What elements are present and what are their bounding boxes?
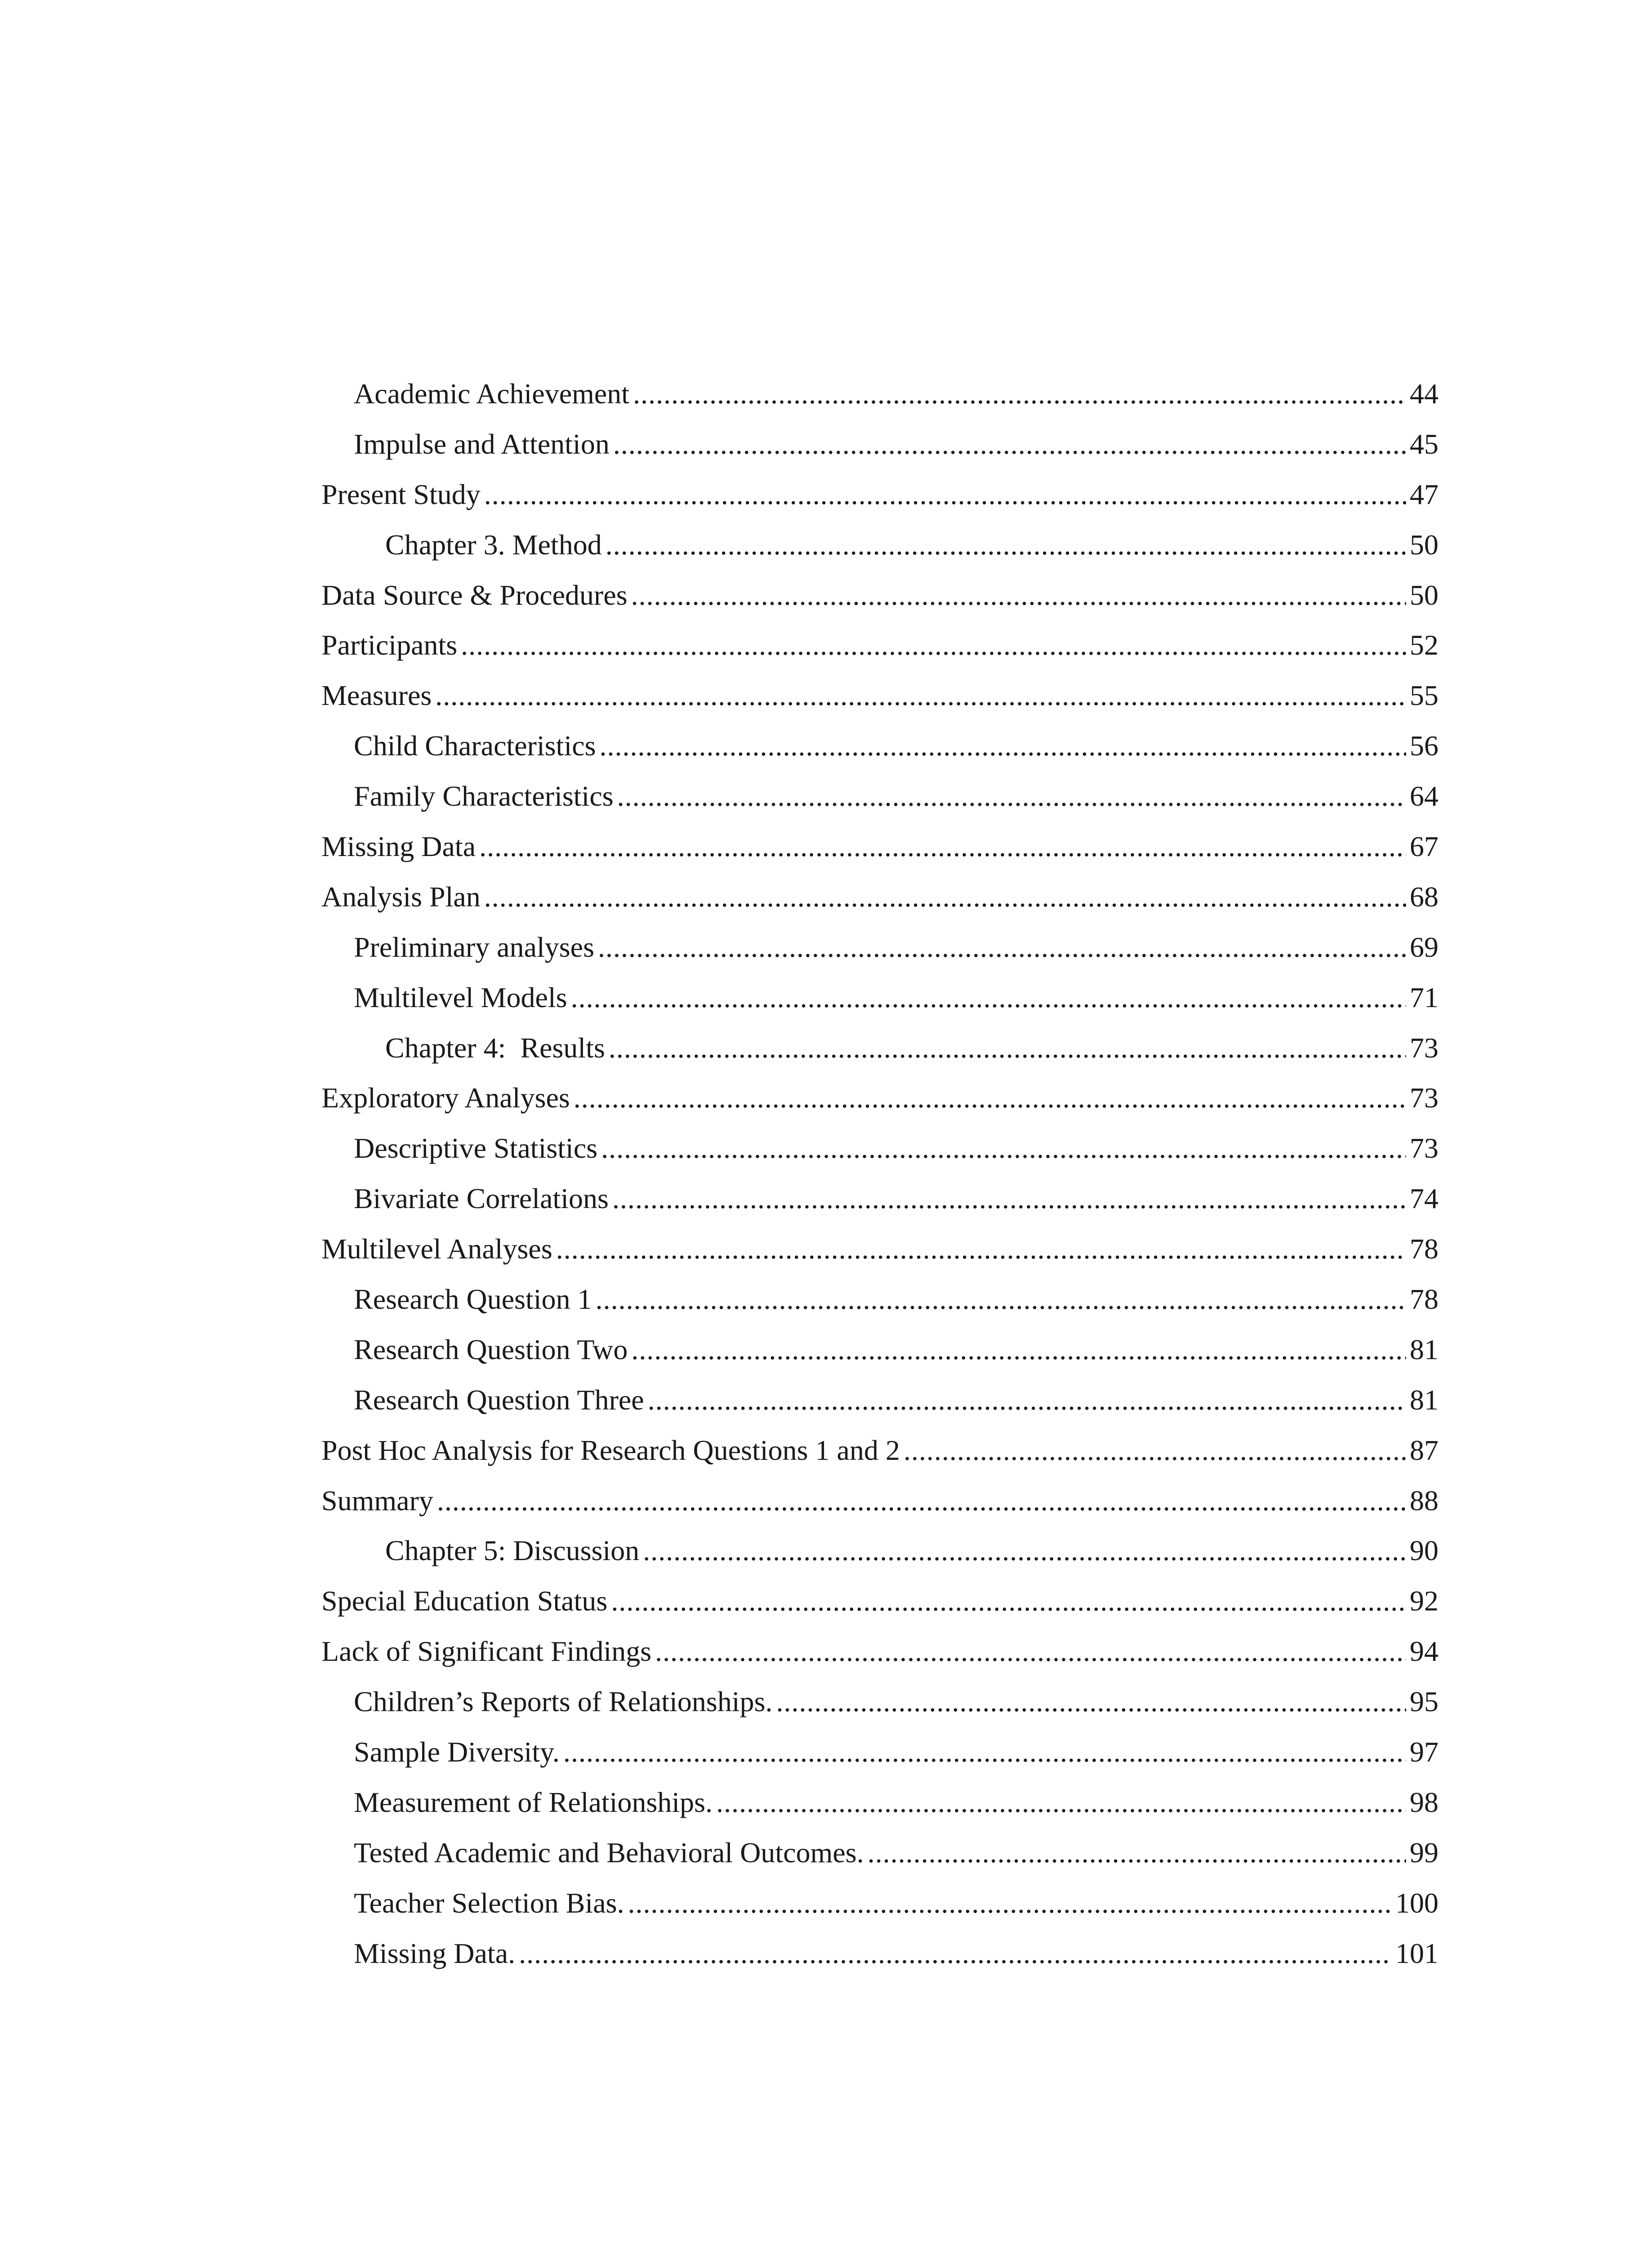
- toc-page-number: 99: [1410, 1836, 1438, 1869]
- toc-entry[interactable]: [321, 1677, 1438, 1727]
- toc-dot-leader: [716, 1777, 1406, 1828]
- toc-dot-leader: [648, 1375, 1406, 1425]
- toc-dot-leader: [617, 771, 1406, 821]
- toc-dot-leader: [611, 1576, 1406, 1626]
- toc-page-number: 50: [1410, 528, 1438, 561]
- toc-entry[interactable]: [321, 369, 1438, 419]
- toc-entry[interactable]: [321, 1576, 1438, 1626]
- toc-dot-leader: [601, 1123, 1406, 1173]
- toc-entry-title: Preliminary analyses: [354, 931, 594, 963]
- toc-entry-title: Present Study: [321, 478, 481, 510]
- toc-entry-title: Missing Data: [321, 830, 476, 863]
- toc-dot-leader: [868, 1828, 1406, 1878]
- toc-page-number: 101: [1395, 1937, 1438, 1969]
- toc-page-number: 78: [1410, 1283, 1438, 1316]
- toc-entry-title: Post Hoc Analysis for Research Questions 1 and 2: [321, 1434, 900, 1466]
- toc-entry-title: Descriptive Statistics: [354, 1132, 598, 1164]
- toc-entry-title: Missing Data.: [354, 1937, 516, 1969]
- toc-entry-title: Research Question Three: [354, 1383, 644, 1416]
- toc-dot-leader: [631, 1325, 1406, 1375]
- toc-entry[interactable]: [321, 1023, 1438, 1073]
- toc-entry[interactable]: [321, 1325, 1438, 1375]
- toc-dot-leader: [776, 1677, 1407, 1727]
- toc-page-number: 73: [1410, 1132, 1438, 1164]
- toc-entry-title: Family Characteristics: [354, 780, 614, 812]
- toc-entry-title: Multilevel Analyses: [321, 1233, 552, 1265]
- toc-dot-leader: [600, 721, 1406, 771]
- toc-page-number: 87: [1410, 1434, 1438, 1466]
- toc-entry-title: Children’s Reports of Relationships.: [354, 1686, 773, 1718]
- toc-page-number: 95: [1410, 1686, 1438, 1718]
- toc-entry[interactable]: [321, 419, 1438, 469]
- toc-entry-title: Multilevel Models: [354, 981, 567, 1013]
- toc-dot-leader: [563, 1727, 1406, 1777]
- toc-page-number: 88: [1410, 1484, 1438, 1517]
- toc-dot-leader: [484, 469, 1406, 520]
- toc-page-number: 44: [1410, 378, 1438, 410]
- toc-dot-leader: [628, 1878, 1392, 1928]
- toc-entry-title: Impulse and Attention: [354, 428, 610, 460]
- toc-dot-leader: [484, 872, 1406, 922]
- toc-page-number: 45: [1410, 428, 1438, 460]
- toc-entry-title: Lack of Significant Findings: [321, 1635, 652, 1668]
- toc-entry[interactable]: [321, 1476, 1438, 1526]
- toc-entry[interactable]: [321, 469, 1438, 520]
- toc-entry[interactable]: [321, 1727, 1438, 1777]
- toc-page-number: 74: [1410, 1182, 1438, 1215]
- toc-entry-title: Research Question Two: [354, 1333, 628, 1365]
- toc-dot-leader: [596, 1274, 1406, 1325]
- toc-dot-leader: [606, 520, 1406, 570]
- toc-entry[interactable]: [321, 1123, 1438, 1173]
- toc-dot-leader: [598, 922, 1406, 972]
- toc-page-number: 55: [1410, 679, 1438, 712]
- toc-dot-leader: [556, 1224, 1406, 1274]
- toc-entry-title: Participants: [321, 629, 458, 661]
- toc-dot-leader: [633, 369, 1406, 419]
- toc-page-number: 90: [1410, 1534, 1438, 1567]
- toc-entry-title: Chapter 4: Results: [385, 1031, 605, 1064]
- toc-page-number: 71: [1410, 981, 1438, 1013]
- toc-entry-title: Analysis Plan: [321, 880, 481, 913]
- toc-page-number: 81: [1410, 1383, 1438, 1416]
- toc-dot-leader: [435, 670, 1406, 721]
- toc-entry[interactable]: [321, 1828, 1438, 1878]
- toc-dot-leader: [631, 570, 1406, 620]
- toc-entry[interactable]: [321, 1375, 1438, 1425]
- toc-entry[interactable]: [321, 570, 1438, 620]
- toc-dot-leader: [613, 419, 1406, 469]
- toc-entry[interactable]: [321, 821, 1438, 872]
- toc-entry[interactable]: [321, 1274, 1438, 1325]
- toc-entry-title: Measures: [321, 679, 432, 712]
- toc-page-number: 92: [1410, 1585, 1438, 1617]
- toc-page-number: 78: [1410, 1233, 1438, 1265]
- toc-entry-title: Academic Achievement: [354, 378, 630, 410]
- toc-entry[interactable]: [321, 1224, 1438, 1274]
- toc-entry-title: Chapter 5: Discussion: [385, 1534, 640, 1567]
- toc-page-number: 52: [1410, 629, 1438, 661]
- toc-dot-leader: [643, 1525, 1406, 1576]
- toc-page-number: 64: [1410, 780, 1438, 812]
- toc-page-number: 94: [1410, 1635, 1438, 1668]
- toc-entry[interactable]: [321, 1928, 1438, 1979]
- toc-entry[interactable]: [321, 1173, 1438, 1224]
- toc-page-number: 68: [1410, 880, 1438, 913]
- toc-page-number: 67: [1410, 830, 1438, 863]
- toc-page-number: 47: [1410, 478, 1438, 510]
- toc-entry[interactable]: [321, 620, 1438, 670]
- toc-dot-leader: [479, 821, 1406, 872]
- toc-entry-title: Data Source & Procedures: [321, 579, 628, 611]
- toc-page-number: 69: [1410, 931, 1438, 963]
- toc-page-number: 56: [1410, 730, 1438, 762]
- toc-entry[interactable]: [321, 922, 1438, 972]
- toc-entry[interactable]: [321, 1425, 1438, 1476]
- toc-entry[interactable]: [321, 972, 1438, 1023]
- toc-dot-leader: [655, 1626, 1406, 1677]
- toc-entry-title: Sample Diversity.: [354, 1736, 560, 1768]
- toc-dot-leader: [437, 1476, 1406, 1526]
- toc-entry-title: Measurement of Relationships.: [354, 1786, 713, 1818]
- toc-entry[interactable]: [321, 670, 1438, 721]
- toc-dot-leader: [461, 620, 1406, 670]
- toc-entry-title: Summary: [321, 1484, 433, 1517]
- toc-dot-leader: [571, 972, 1406, 1023]
- toc-page-number: 97: [1410, 1736, 1438, 1768]
- toc-entry-title: Research Question 1: [354, 1283, 592, 1316]
- toc-dot-leader: [574, 1073, 1406, 1123]
- table-of-contents: [321, 369, 1438, 1979]
- toc-entry[interactable]: [321, 721, 1438, 771]
- toc-page-number: 73: [1410, 1031, 1438, 1064]
- toc-entry-title: Bivariate Correlations: [354, 1182, 609, 1215]
- toc-entry[interactable]: [321, 872, 1438, 922]
- toc-entry[interactable]: [321, 1073, 1438, 1123]
- toc-dot-leader: [904, 1425, 1406, 1476]
- toc-entry[interactable]: [321, 1777, 1438, 1828]
- toc-entry-title: Tested Academic and Behavioral Outcomes.: [354, 1836, 864, 1869]
- toc-entry-title: Teacher Selection Bias.: [354, 1887, 624, 1919]
- toc-entry-title: Chapter 3. Method: [385, 528, 602, 561]
- toc-entry[interactable]: [321, 1626, 1438, 1677]
- toc-page-number: 100: [1395, 1887, 1438, 1919]
- toc-page-number: 50: [1410, 579, 1438, 611]
- toc-entry[interactable]: [321, 1525, 1438, 1576]
- toc-entry[interactable]: [321, 520, 1438, 570]
- toc-dot-leader: [612, 1173, 1406, 1224]
- toc-page-number: 81: [1410, 1333, 1438, 1365]
- toc-entry-title: Special Education Status: [321, 1585, 608, 1617]
- toc-dot-leader: [519, 1928, 1392, 1979]
- toc-entry-title: Child Characteristics: [354, 730, 596, 762]
- toc-entry[interactable]: [321, 1878, 1438, 1928]
- toc-entry[interactable]: [321, 771, 1438, 821]
- toc-entry-title: Exploratory Analyses: [321, 1082, 570, 1114]
- toc-page-number: 98: [1410, 1786, 1438, 1818]
- toc-dot-leader: [609, 1023, 1406, 1073]
- toc-page-number: 73: [1410, 1082, 1438, 1114]
